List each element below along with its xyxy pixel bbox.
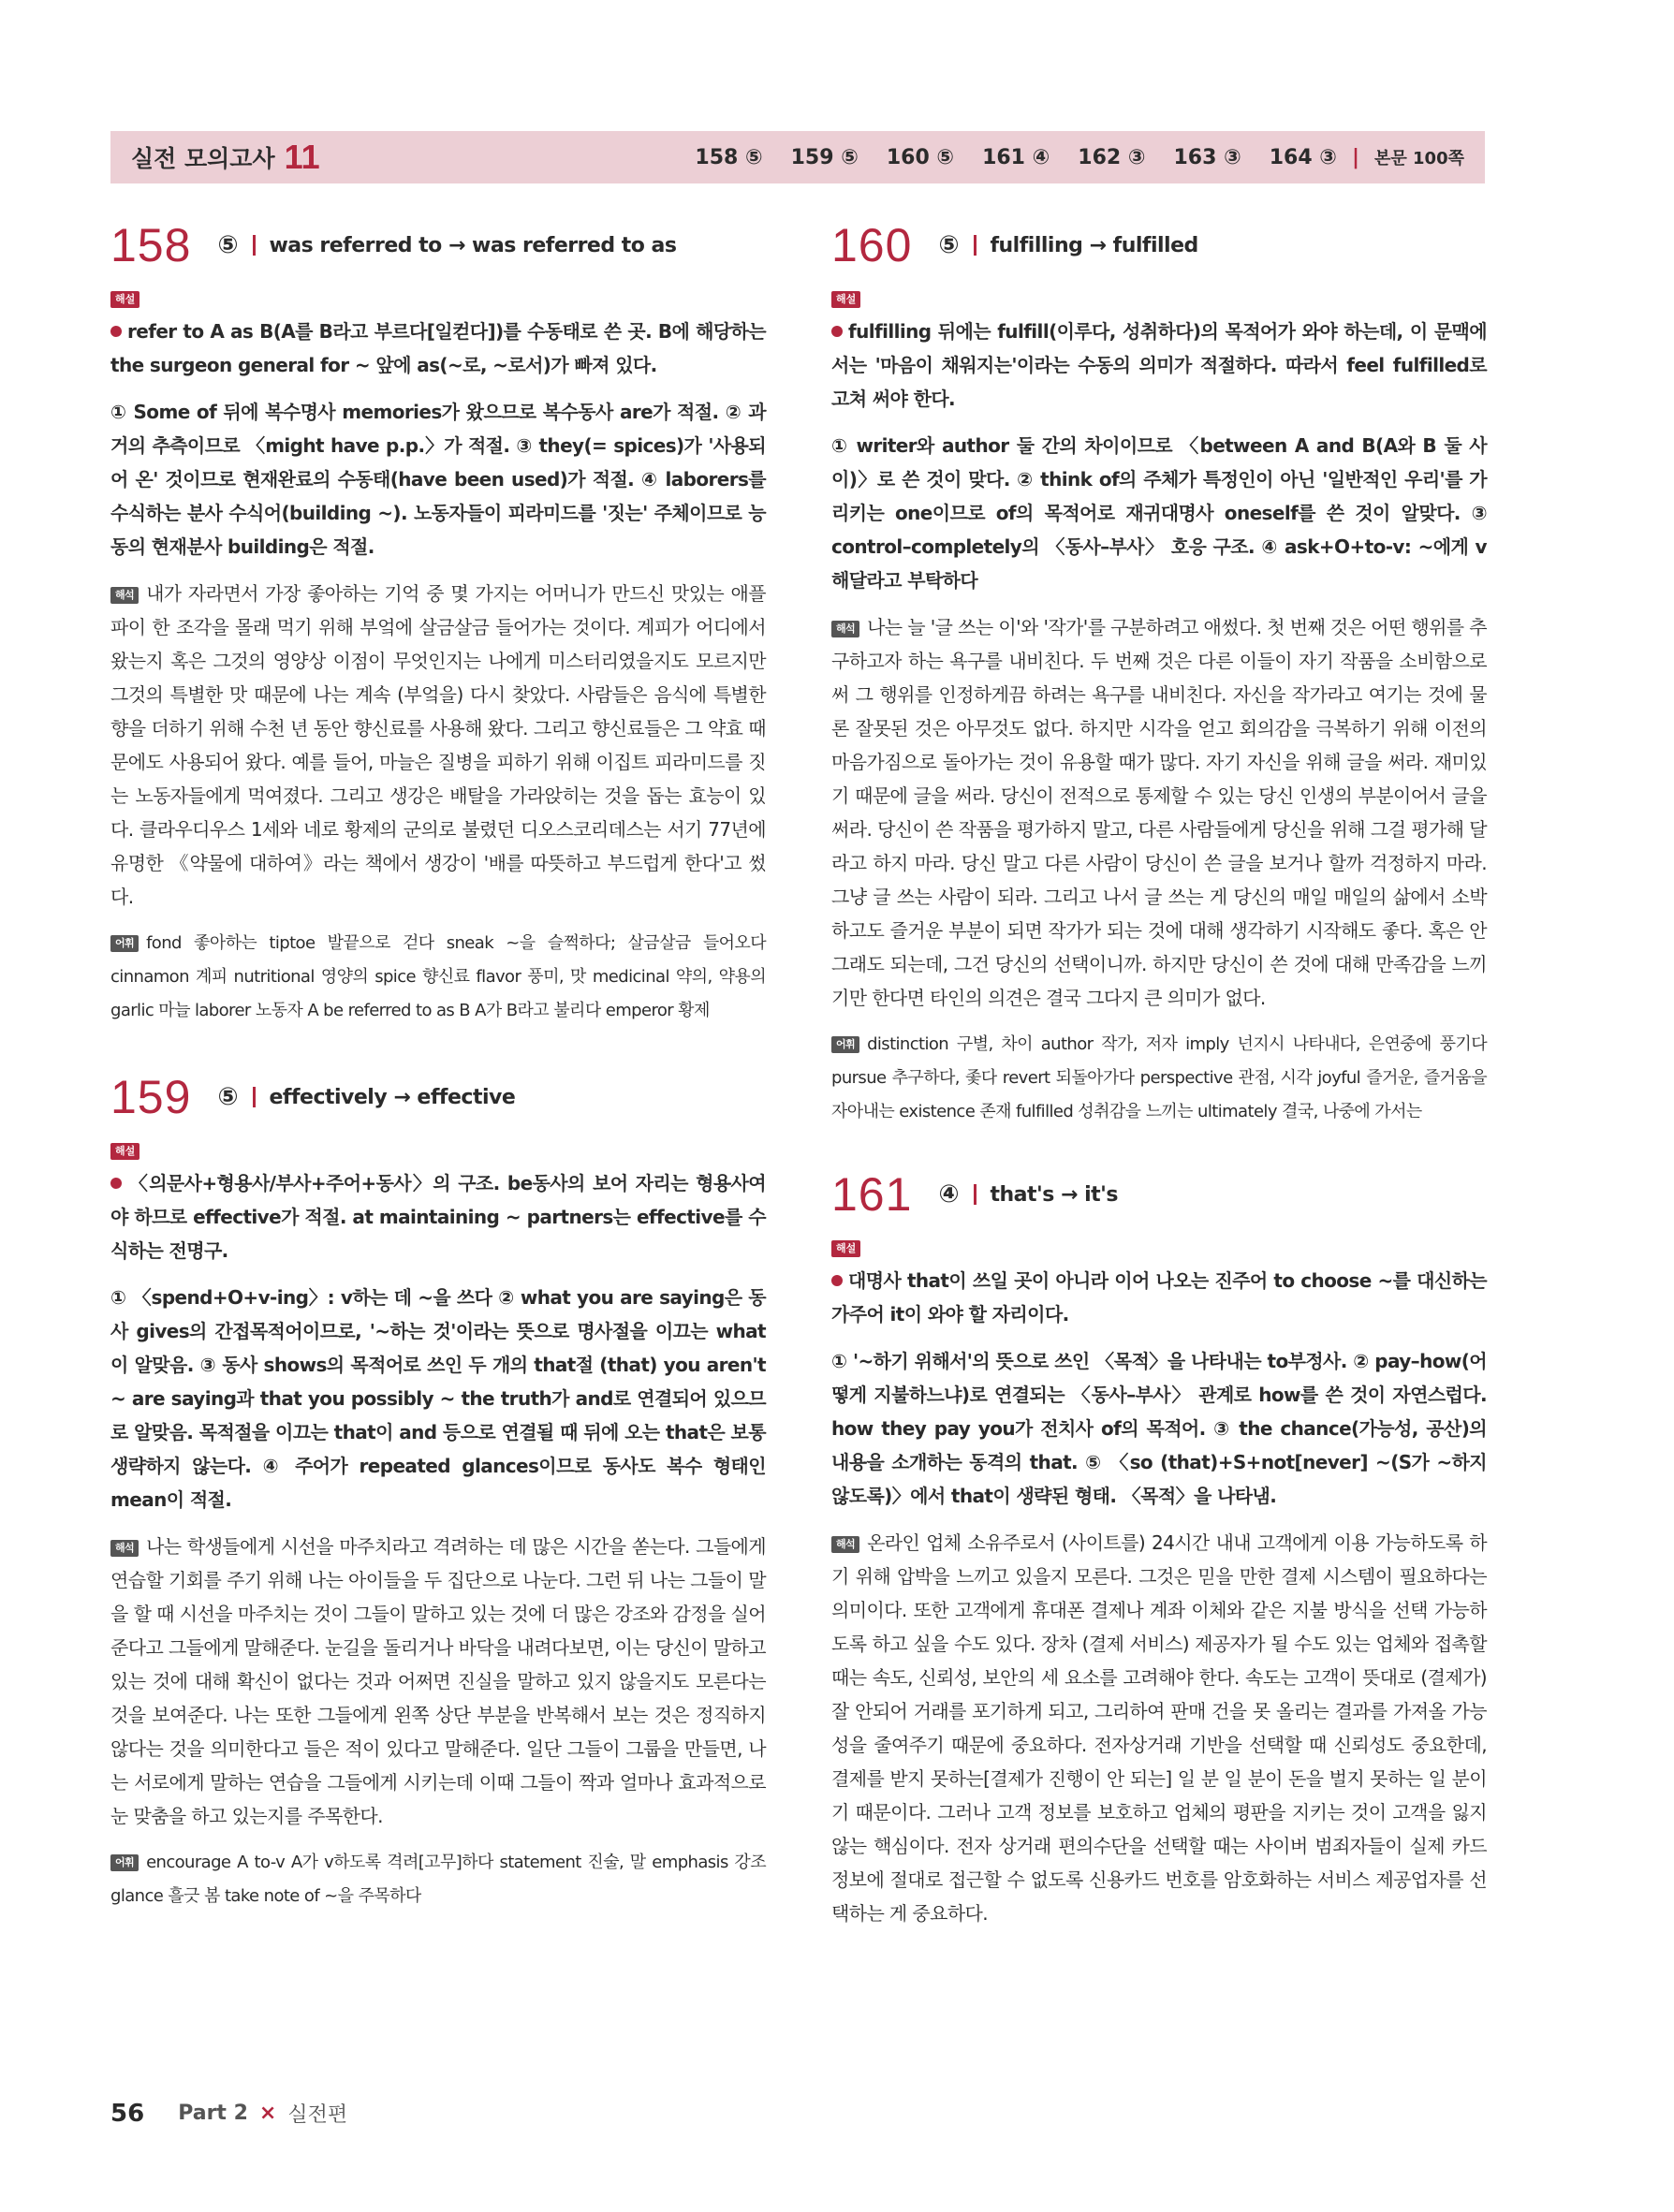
divider bbox=[253, 1087, 256, 1107]
part-label: Part 2 bbox=[178, 2102, 248, 2125]
answer-key-item: 160 ⑤ bbox=[886, 145, 955, 169]
separator: × bbox=[258, 2102, 277, 2125]
vocabulary: 어휘 encourage A to-v A가 v하도록 격려[고무]하다 statement 진술, 말 emphasis 강조 glance 흘긋 봄 take note of ~을 주목하다 bbox=[110, 1853, 766, 1906]
bullet-icon bbox=[110, 1178, 122, 1189]
question-header bbox=[110, 1069, 766, 1125]
bullet-icon bbox=[110, 326, 122, 337]
test-number: 11 bbox=[284, 138, 320, 176]
page-reference: 본문 100쪽 bbox=[1373, 149, 1464, 168]
translate-tag: 해석 bbox=[831, 1536, 859, 1553]
section-label: 실전편 bbox=[287, 2103, 348, 2127]
explain-tag: 해설 bbox=[110, 291, 140, 308]
question-answer: ⑤ bbox=[217, 1083, 239, 1111]
divider bbox=[253, 235, 256, 256]
question-header bbox=[831, 1166, 1487, 1223]
explanation-detail: ① 〈spend+O+v-ing〉: v하는 데 ~을 쓰다 ② what you are saying은 동사 gives의 간접목적어이므로, '~하는 것'이라는 뜻으로 명사절을 이끄는 what이 알맞음. ③ 동사 shows의 목적어로 쓰인 두 개의 that절 (that) you aren't ~ are saying과 that you possibly ~ the truth가 and로 연결되어 있으므로 알맞음. 목적절을 이끄는 that이 and 등으로 연결될 때 뒤에 오는 that은 보통 생략하지 않는다. ④ 주어가 repeated glances이므로 동사도 복수 형태인 mean이 적절. bbox=[110, 1286, 766, 1511]
translate-tag: 해석 bbox=[110, 1540, 139, 1557]
vocab-tag: 어휘 bbox=[110, 1854, 139, 1871]
left-column bbox=[110, 217, 766, 1913]
explanation: fulfilling 뒤에는 fulfill(이루다, 성취하다)의 목적어가 와야 하는데, 이 문맥에서는 '마음이 채워지는'이라는 수동의 의미가 적절하다. 따라서 feel fulfilled로 고쳐 써야 한다. bbox=[831, 320, 1487, 410]
question-161 bbox=[831, 1166, 1487, 1930]
correction: was referred to → was referred to as bbox=[269, 233, 677, 257]
question-answer: ⑤ bbox=[938, 231, 960, 259]
answer-key-item: 161 ④ bbox=[982, 145, 1050, 169]
explanation: 대명사 that이 쓰일 곳이 아니라 이어 나오는 진주어 to choose ~를 대신하는 가주어 it이 와야 할 자리이다. bbox=[831, 1269, 1487, 1326]
bullet-icon bbox=[831, 1275, 843, 1286]
explanation-detail: ① writer와 author 둘 간의 차이이므로 〈between A and B(A와 B 둘 사이)〉로 쓴 것이 맞다. ② think of의 주체가 특정인이 아닌 '일반적인 우리'를 가리키는 one이므로 of의 목적어로 재귀대명사 oneself를 쓴 것이 알맞다. ③ control–completely의 〈동사–부사〉 호응 구조. ④ ask+O+to-v: ~에게 v해달라고 부탁하다 bbox=[831, 434, 1487, 592]
divider: | bbox=[1351, 145, 1359, 169]
answer-key-item: 159 ⑤ bbox=[790, 145, 859, 169]
bullet-icon bbox=[831, 326, 843, 337]
explain-tag: 해설 bbox=[110, 1143, 140, 1160]
page-header bbox=[110, 131, 1485, 183]
explain-tag: 해설 bbox=[831, 1240, 860, 1257]
divider bbox=[974, 1184, 976, 1205]
question-answer: ④ bbox=[938, 1180, 960, 1209]
explain-tag: 해설 bbox=[831, 291, 860, 308]
correction: fulfilling → fulfilled bbox=[990, 233, 1198, 257]
divider bbox=[974, 235, 976, 256]
test-title: 실전 모의고사 bbox=[131, 145, 275, 172]
explanation: refer to A as B(A를 B라고 부르다[일컫다])를 수동태로 쓴 곳. B에 해당하는 the surgeon general for ~ 앞에 as(~로, ~로서)가 빠져 있다. bbox=[110, 320, 766, 376]
answer-key-item: 158 ⑤ bbox=[695, 145, 763, 169]
explanation-detail: ① Some of 뒤에 복수명사 memories가 왔으므로 복수동사 are가 적절. ② 과거의 추측이므로 〈might have p.p.〉가 적절. ③ they(= spices)가 '사용되어 온' 것이므로 현재완료의 수동태(have been used)가 적절. ④ laborers를 수식하는 분사 수식어(building ~). 노동자들이 피라미드를 '짓는' 주체이므로 능동의 현재분사 building은 적절. bbox=[110, 401, 766, 558]
translation: 해석 나는 늘 '글 쓰는 이'와 '작가'를 구분하려고 애썼다. 첫 번째 것은 어떤 행위를 추구하고자 하는 욕구를 내비친다. 두 번째 것은 다른 이들이 자기 작품을 소비함으로써 그 행위를 인정하게끔 하려는 욕구를 내비친다. 자신을 작가라고 여기는 것에 물론 잘못된 것은 아무것도 없다. 하지만 시각을 얻고 회의감을 극복하기 위해 이전의 마음가짐으로 돌아가는 것이 유용할 때가 많다. 자기 자신을 위해 글을 써라. 재미있기 때문에 글을 써라. 당신이 전적으로 통제할 수 있는 당신 인생의 부분이어서 글을 써라. 당신이 쓴 작품을 평가하지 말고, 다른 사람들에게 당신을 위해 그걸 평가해 달라고 하지 마라. 당신 말고 다른 사람이 당신이 쓴 글을 보거나 할까 걱정하지 마라. 그냥 글 쓰는 사람이 되라. 그리고 나서 글 쓰는 게 당신의 매일 매일의 삶에서 소박하고도 즐거운 부분이 되면 작가가 되는 것에 대해 생각하기 시작해도 좋다. 혹은 안 그래도 되는데, 그건 당신의 선택이니까. 하지만 당신이 쓴 것에 대해 만족감을 느끼기만 한다면 타인의 의견은 결국 그다지 큰 의미가 없다. bbox=[831, 616, 1487, 1009]
correction: that's → it's bbox=[990, 1182, 1118, 1207]
answer-key bbox=[667, 145, 1464, 169]
page-number: 56 bbox=[110, 2099, 145, 2128]
answer-key-item: 163 ③ bbox=[1173, 145, 1241, 169]
translate-tag: 해석 bbox=[831, 621, 859, 637]
question-number: 161 bbox=[831, 1168, 913, 1221]
translation: 해석 내가 자라면서 가장 좋아하는 기억 중 몇 가지는 어머니가 만드신 맛있는 애플파이 한 조각을 몰래 먹기 위해 부엌에 살금살금 들어가는 것이다. 계피가 어디에서 왔는지 혹은 그것의 영양상 이점이 무엇인지는 나에게 미스터리였을지도 모르지만 그것의 특별한 맛 때문에 나는 계속 (부엌을) 다시 찾았다. 사람들은 음식에 특별한 향을 더하기 위해 수천 년 동안 향신료를 사용해 왔다. 그리고 향신료들은 그 약효 때문에도 사용되어 왔다. 예를 들어, 마늘은 질병을 피하기 위해 이집트 피라미드를 짓는 노동자들에게 먹여졌다. 그리고 생강은 배탈을 가라앉히는 것을 돕는 효능이 있다. 클라우디우스 1세와 네로 황제의 군의로 불렸던 디오스코리데스는 서기 77년에 유명한 《약물에 대하여》라는 책에서 생강이 '배를 따뜻하고 부드럽게 한다'고 썼다. bbox=[110, 582, 766, 908]
translation: 해석 온라인 업체 소유주로서 (사이트를) 24시간 내내 고객에게 이용 가능하도록 하기 위해 압박을 느끼고 있을지 모른다. 그것은 믿을 만한 결제 시스템이 필요하다는 의미이다. 또한 고객에게 휴대폰 결제나 계좌 이체와 같은 지불 방식을 선택 가능하도록 하고 싶을 수도 있다. 장차 (결제 서비스) 제공자가 될 수도 있는 업체와 접촉할 때는 속도, 신뢰성, 보안의 세 요소를 고려해야 한다. 속도는 고객이 뜻대로 (결제가) 잘 안되어 거래를 포기하게 되고, 그리하여 판매 건을 못 올리는 결과를 가져올 가능성을 줄여주기 때문에 중요하다. 전자상거래 기반을 선택할 때 신뢰성도 중요한데, 결제를 받지 못하는[결제가 진행이 안 되는] 일 분 일 분이 돈을 벌지 못하는 일 분이기 때문이다. 그러나 고객 정보를 보호하고 업체의 평판을 지키는 것이 고객을 잃지 않는 핵심이다. 전자 상거래 편의수단을 선택할 때는 사이버 범죄자들이 실제 카드 정보에 절대로 접근할 수 없도록 신용카드 번호를 암호화하는 서비스 제공업자를 선택하는 게 중요하다. bbox=[831, 1531, 1487, 1925]
question-159 bbox=[110, 1069, 766, 1913]
explanation: 〈의문사+형용사/부사+주어+동사〉의 구조. be동사의 보어 자리는 형용사여야 하므로 effective가 적절. at maintaining ~ partners는 effective를 수식하는 전명구. bbox=[110, 1172, 766, 1262]
translate-tag: 해석 bbox=[110, 587, 139, 604]
answer-key-item: 162 ③ bbox=[1078, 145, 1146, 169]
question-158 bbox=[110, 217, 766, 1028]
vocab-tag: 어휘 bbox=[831, 1036, 859, 1053]
question-header bbox=[831, 217, 1487, 273]
question-number: 159 bbox=[110, 1071, 192, 1123]
answer-key-item: 164 ③ bbox=[1269, 145, 1337, 169]
right-column bbox=[831, 217, 1487, 1930]
correction: effectively → effective bbox=[269, 1085, 516, 1109]
vocab-tag: 어휘 bbox=[110, 935, 139, 952]
question-answer: ⑤ bbox=[217, 231, 239, 259]
question-160 bbox=[831, 217, 1487, 1129]
explanation-detail: ① '~하기 위해서'의 뜻으로 쓰인 〈목적〉을 나타내는 to부정사. ② pay–how(어떻게 지불하느냐)로 연결되는 〈동사–부사〉 관계로 how를 쓴 것이 자연스럽다. how they pay you가 전치사 of의 목적어. ③ the chance(가능성, 공산)의 내용을 소개하는 동격의 that. ⑤ 〈so (that)+S+not[never] ~(S가 ~하지 않도록)〉에서 that이 생략된 형태. 〈목적〉을 나타냄. bbox=[831, 1350, 1487, 1507]
page-footer bbox=[110, 2099, 347, 2128]
vocabulary: 어휘 fond 좋아하는 tiptoe 발끝으로 걷다 sneak ~을 슬쩍하다; 살금살금 들어오다 cinnamon 계피 nutritional 영양의 spice 향신료 flavor 풍미, 맛 medicinal 약의, 약용의 garlic 마늘 laborer 노동자 A be referred to as B A가 B라고 불리다 emperor 황제 bbox=[110, 933, 766, 1020]
translation: 해석 나는 학생들에게 시선을 마주치라고 격려하는 데 많은 시간을 쏟는다. 그들에게 연습할 기회를 주기 위해 나는 아이들을 두 집단으로 나눈다. 그런 뒤 나는 그들이 말을 할 때 시선을 마주치는 것이 그들이 말하고 있는 것에 더 많은 강조와 감정을 실어 준다고 그들에게 말해준다. 눈길을 돌리거나 바닥을 내려다보면, 이는 당신이 말하고 있는 것에 대해 확신이 없다는 것과 어쩌면 진실을 말하고 있지 않을지도 모른다는 것을 보여준다. 나는 또한 그들에게 왼쪽 상단 부분을 반복해서 보는 것은 정직하지 않다는 것을 의미한다고 들은 적이 있다고 말해준다. 일단 그들이 그룹을 만들면, 나는 서로에게 말하는 연습을 그들에게 시키는데 이때 그들이 짝과 얼마나 효과적으로 눈 맞춤을 하고 있는지를 주목한다. bbox=[110, 1535, 766, 1827]
question-number: 160 bbox=[831, 219, 913, 271]
vocabulary: 어휘 distinction 구별, 차이 author 작가, 저자 imply 넌지시 나타내다, 은연중에 풍기다 pursue 추구하다, 좇다 revert 되돌아가다 perspective 관점, 시각 joyful 즐거운, 즐거움을 자아내는 existence 존재 fulfilled 성취감을 느끼는 ultimately 결국, 나중에 가서는 bbox=[831, 1034, 1487, 1121]
question-header bbox=[110, 217, 766, 273]
question-number: 158 bbox=[110, 219, 192, 271]
